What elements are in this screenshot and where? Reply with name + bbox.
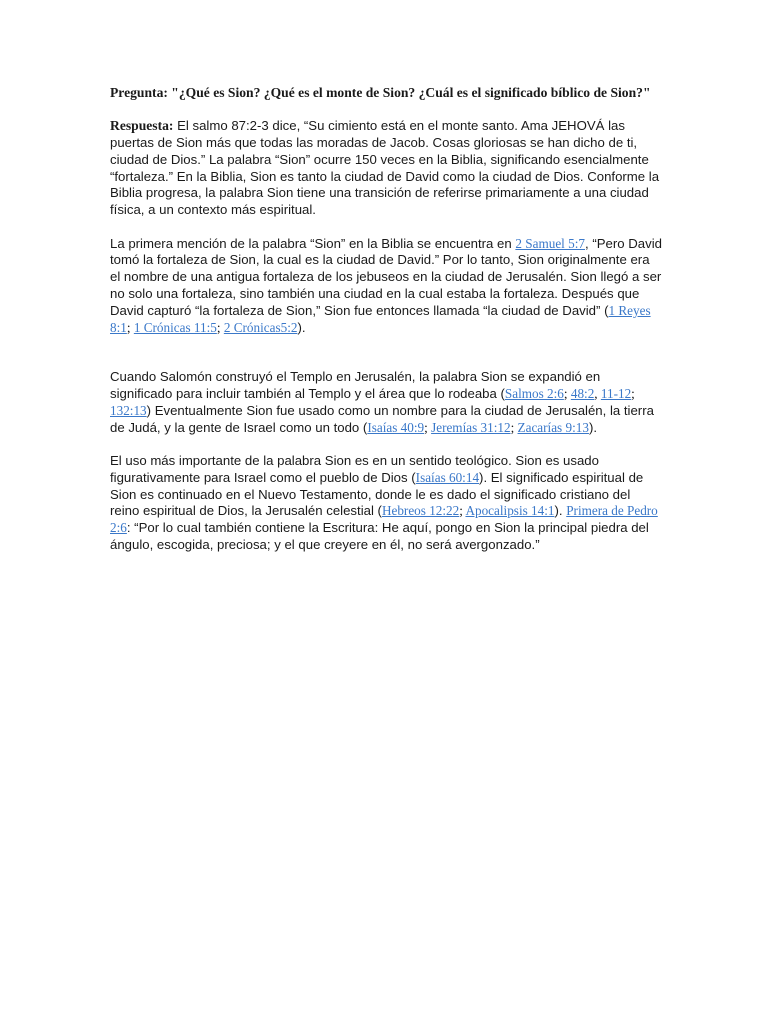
- ref-link-isaias-40-9[interactable]: Isaías 40:9: [367, 419, 425, 435]
- ref-link-salmos-48-11-12[interactable]: 11-12: [600, 386, 632, 402]
- paragraph-text: , “Pero David tomó la fortaleza de Sion, la cual es la ciudad de David.” Por lo tanto, Sion originalmente era el nombre de una antigua fortaleza de los jebuseos en la ciudad de Jerusalén. Sion llegó a ser no solo una fortaleza, sino también una ciudad en la cual estaba la fortaleza. Después que David capturó “la fortaleza de Sion,” Sion fue entonces llamada “la ciudad de David” (: [110, 235, 662, 318]
- ref-link-apocalipsis-14-1[interactable]: Apocalipsis 14:1: [465, 503, 555, 519]
- ref-separator: ;: [563, 386, 571, 402]
- paragraph-text: : “Por lo cual también contiene la Escritura: He aquí, pongo en Sion la principal piedra del ángulo, escogida, preciosa; y el que creyere en él, no será avergonzado.”: [110, 520, 649, 553]
- paragraph-text: La primera mención de la palabra “Sion” en la Biblia se encuentra en: [110, 235, 516, 251]
- temple-paragraph: [110, 369, 662, 436]
- paragraph-text: ).: [554, 503, 567, 519]
- paragraph-text: ). El significado espiritual de Sion es continuado en el Nuevo Testamento, donde le es dado el significado cristiano del reino espiritual de Dios, la Jerusalén celestial (: [110, 469, 644, 519]
- ref-link-jeremias-31-12[interactable]: Jeremías 31:12: [431, 419, 511, 435]
- ref-link-hebreos-12-22[interactable]: Hebreos 12:22: [381, 503, 460, 519]
- paragraph-text: ) Eventualmente Sion fue usado como un nombre para la ciudad de Jerusalén, la tierra de Judá, y la gente de Israel como un todo (: [110, 402, 654, 435]
- ref-separator: ;: [510, 419, 518, 435]
- ref-separator: ;: [459, 503, 466, 519]
- ref-separator: ;: [631, 386, 635, 402]
- ref-separator: ;: [126, 319, 134, 335]
- answer-paragraph: [110, 118, 662, 219]
- ref-separator: ;: [216, 319, 224, 335]
- answer-text: El salmo 87:2-3 dice, “Su cimiento está en el monte santo. Ama JEHOVÁ las puertas de Sion más que todas las moradas de Jacob. Cosas gloriosas se han dicho de ti, ciudad de Dios.” La palabra “Sion” ocurre 150 veces en la Biblia, significando esencialmente “fortaleza.” En la Biblia, Sion es tanto la ciudad de David como la ciudad de Dios. Conforme la Biblia progresa, la palabra Sion tiene una transición de referirse primariamente a una ciudad física, a un contexto más espiritual.: [110, 118, 660, 218]
- paragraph-text: El uso más importante de la palabra Sion es en un sentido teológico. Sion es usado figurativamente para Israel como el pueblo de Dios (: [110, 453, 599, 485]
- ref-separator: ,: [594, 386, 601, 402]
- ref-link-primera-de-pedro-2-6[interactable]: Primera de Pedro 2:6: [110, 503, 658, 536]
- question-heading: Pregunta: "¿Qué es Sion? ¿Qué es el monte de Sion? ¿Cuál es el significado bíblico de Sion?": [110, 85, 651, 100]
- paragraph-text: Cuando Salomón construyó el Templo en Jerusalén, la palabra Sion se expandió en significado para incluir también al Templo y el área que lo rodeaba (: [110, 369, 601, 402]
- ref-link-2-cronicas-5-2[interactable]: 2 Crónicas5:2: [223, 319, 298, 335]
- ref-link-2-samuel-5-7[interactable]: 2 Samuel 5:7: [515, 235, 585, 251]
- paragraph-text: ).: [588, 419, 597, 435]
- ref-link-salmos-48-2[interactable]: 48:2: [570, 386, 595, 402]
- ref-link-salmos-132-13[interactable]: 132:13: [110, 402, 147, 418]
- first-mention-paragraph: [110, 236, 662, 337]
- ref-separator: ;: [424, 419, 432, 435]
- ref-link-zacarias-9-13[interactable]: Zacarías 9:13: [517, 419, 589, 435]
- ref-link-salmos-2-6[interactable]: Salmos 2:6: [504, 386, 564, 402]
- paragraph-text: ).: [297, 319, 306, 335]
- theological-paragraph: [110, 453, 662, 554]
- ref-link-1-cronicas-11-5[interactable]: 1 Crónicas 11:5: [133, 319, 217, 335]
- ref-link-isaias-60-14[interactable]: Isaías 60:14: [415, 469, 480, 485]
- document-page: [110, 85, 662, 570]
- answer-label: Respuesta:: [110, 118, 174, 134]
- ref-link-1-reyes-8-1[interactable]: 1 Reyes 8:1: [110, 302, 651, 335]
